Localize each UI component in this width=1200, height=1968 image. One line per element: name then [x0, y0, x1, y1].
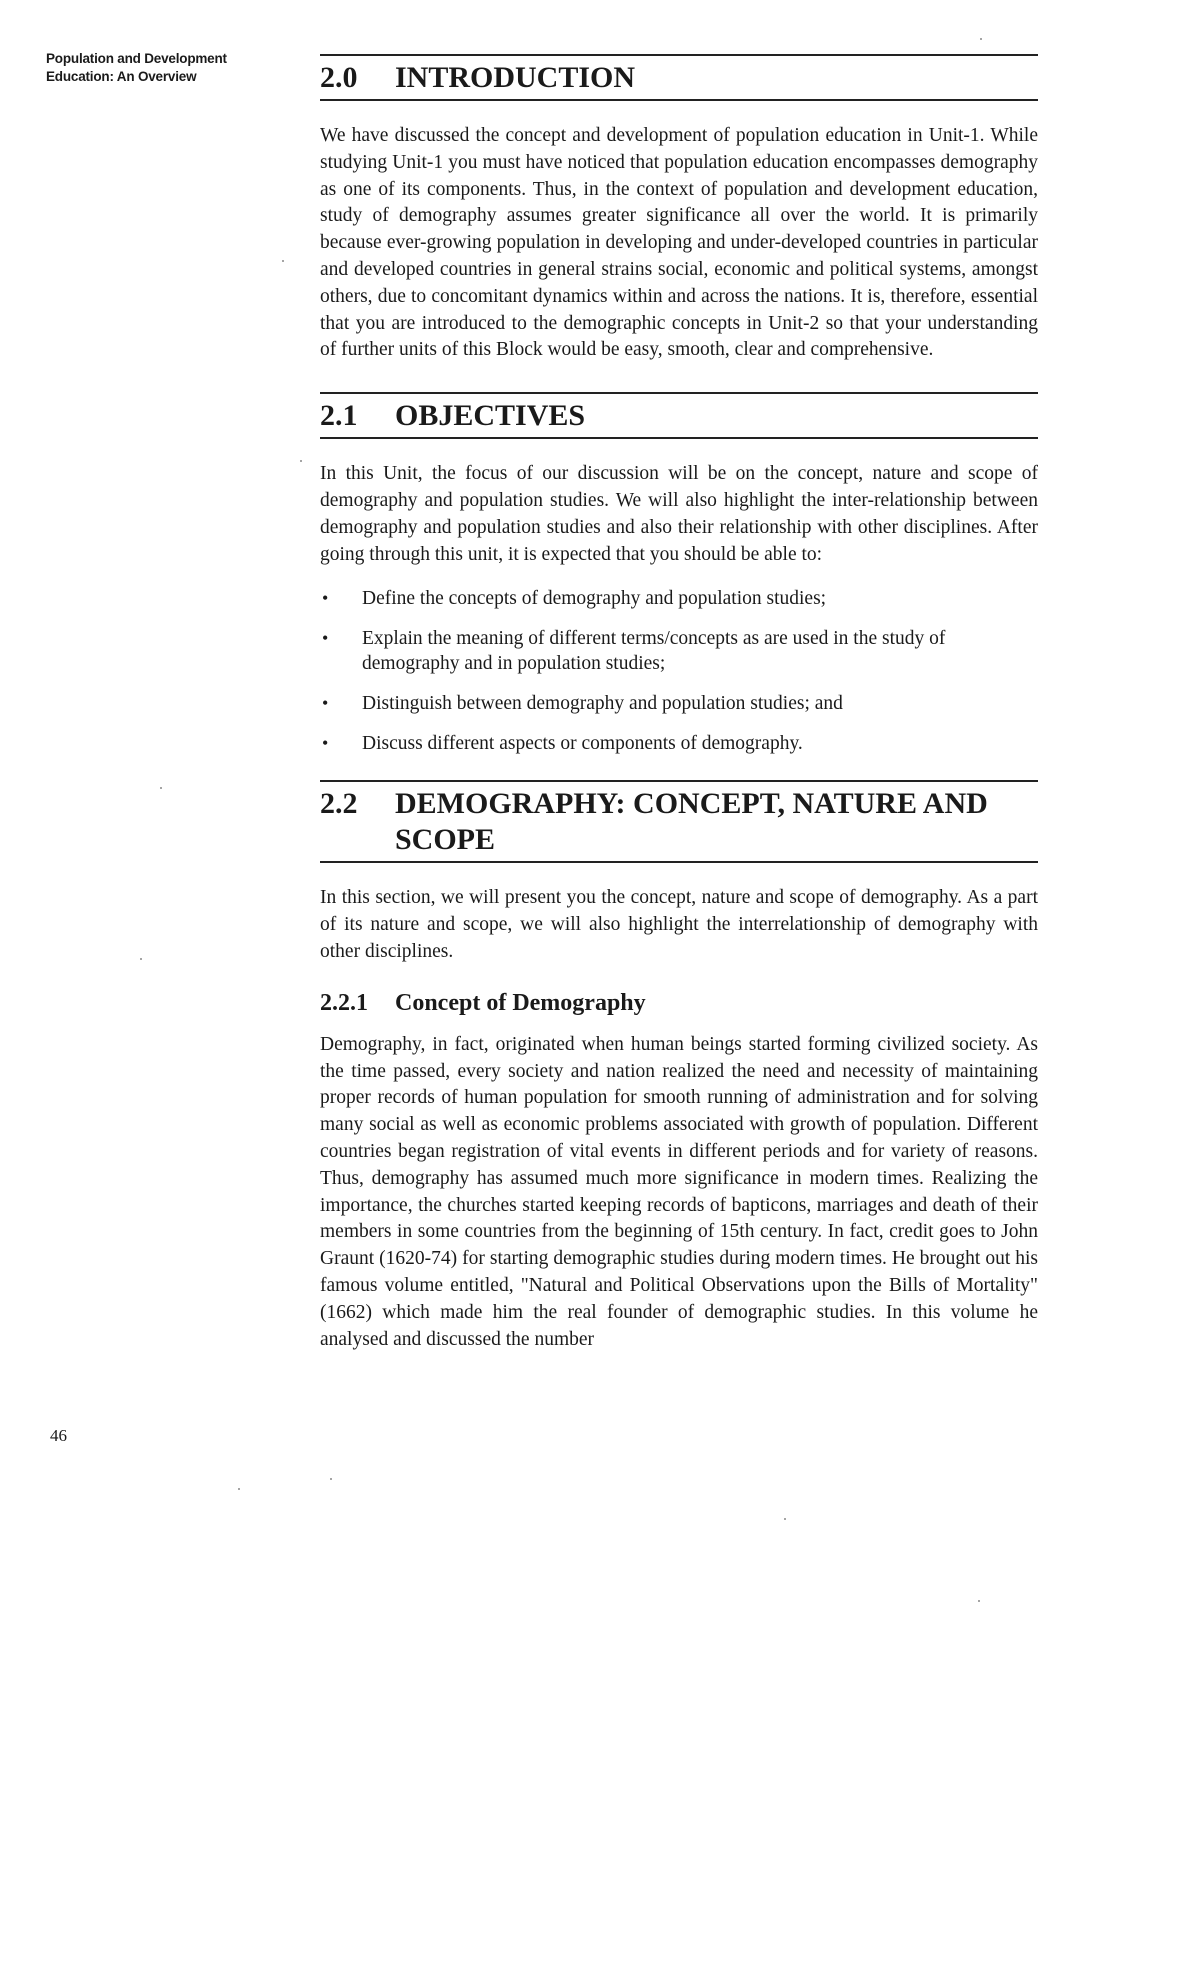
section-heading-objectives [320, 392, 1038, 439]
scan-speck [160, 787, 162, 789]
page-number: 46 [50, 1426, 67, 1445]
section-heading-introduction [320, 54, 1038, 101]
section-number: 2.2 [320, 787, 358, 821]
scan-speck [980, 38, 982, 40]
list-item [320, 691, 1038, 716]
section-title: OBJECTIVES [395, 399, 586, 433]
scan-speck [330, 1478, 332, 1480]
objectives-paragraph: In this Unit, the focus of our discussion will be on the concept, nature and scope of demography and population studies. We will also highlight the inter-relationship between demography and population studies and also their relationship with other disciplines. After going through this unit, it is expected that you should be able to: [320, 463, 1038, 565]
list-item-text: Distinguish between demography and population studies; and [362, 693, 843, 715]
scan-speck [978, 1600, 980, 1602]
list-item [320, 731, 1038, 756]
running-head-line-2: Education: An Overview [46, 69, 197, 84]
subsection-heading-concept [320, 988, 1038, 1018]
running-head [46, 50, 291, 86]
section-number: 2.1 [320, 399, 358, 433]
section-number: 2.0 [320, 61, 358, 94]
bullet-icon: • [322, 628, 329, 649]
scan-speck [282, 260, 284, 262]
demography-paragraph: In this section, we will present you the concept, nature and scope of demography. As a part of its nature and scope, we will also highlight the interrelationship of demography with other disciplines. [320, 887, 1038, 962]
section-heading-demography [320, 780, 1038, 863]
bullet-icon: • [322, 733, 329, 754]
list-item-text: Explain the meaning of different terms/concepts as are used in the study of demography and in population studies; [362, 628, 946, 675]
section-title: DEMOGRAPHY: CONCEPT, NATURE AND SCOPE [395, 787, 988, 857]
introduction-paragraph: We have discussed the concept and development of population education in Unit-1. While studying Unit-1 you must have noticed that population education encompasses demography as one of its components. Thus, in the context of population and development education, study of demography assumes greater significance all over the world. It is primarily because ever-growing population in developing and under-developed countries in particular and developed countries in general strains social, economic and political systems, amongst others, due to concomitant dynamics within and across the nations. It is, therefore, essential that you are introduced to the demographic concepts in Unit-2 so that your understanding of further units of this Block would be easy, smooth, clear and comprehensive. [320, 125, 1038, 361]
scan-speck [140, 958, 142, 960]
scan-speck [784, 1518, 786, 1520]
list-item-text: Define the concepts of demography and population studies; [362, 588, 827, 610]
running-head-line-1: Population and Development [46, 51, 227, 66]
list-item [320, 586, 1038, 611]
scan-speck [238, 1488, 240, 1490]
concept-paragraph: Demography, in fact, originated when human beings started forming civilized society. As the time passed, every society and nation realized the need and necessity of maintaining proper records of human population for smooth running of administration and for solving many social as well as economic problems associated with growth of population. Different countries began registration of vital events in different periods and for variety of reasons. Thus, demography has assumed much more significance in modern times. Realizing the importance, the churches started keeping records of bapticons, marriages and death of their members in some countries from the beginning of 15th century. In fact, credit goes to John Graunt (1620-74) for starting demographic studies during modern times. He brought out his famous volume entitled, "Natural and Political Observations upon the Bills of Mortality" (1662) which made him the real founder of demographic studies. In this volume he analysed and discussed the number [320, 1033, 1038, 1350]
bullet-icon: • [322, 693, 329, 714]
page-content [320, 54, 1038, 1353]
subsection-title: Concept of Demography [395, 989, 646, 1016]
list-item-text: Discuss different aspects or components of demography. [362, 733, 803, 755]
scan-speck [300, 460, 302, 462]
subsection-number: 2.2.1 [320, 989, 368, 1016]
objectives-list [320, 586, 1038, 756]
section-title: INTRODUCTION [395, 61, 636, 94]
bullet-icon: • [322, 588, 329, 609]
list-item [320, 626, 1038, 676]
